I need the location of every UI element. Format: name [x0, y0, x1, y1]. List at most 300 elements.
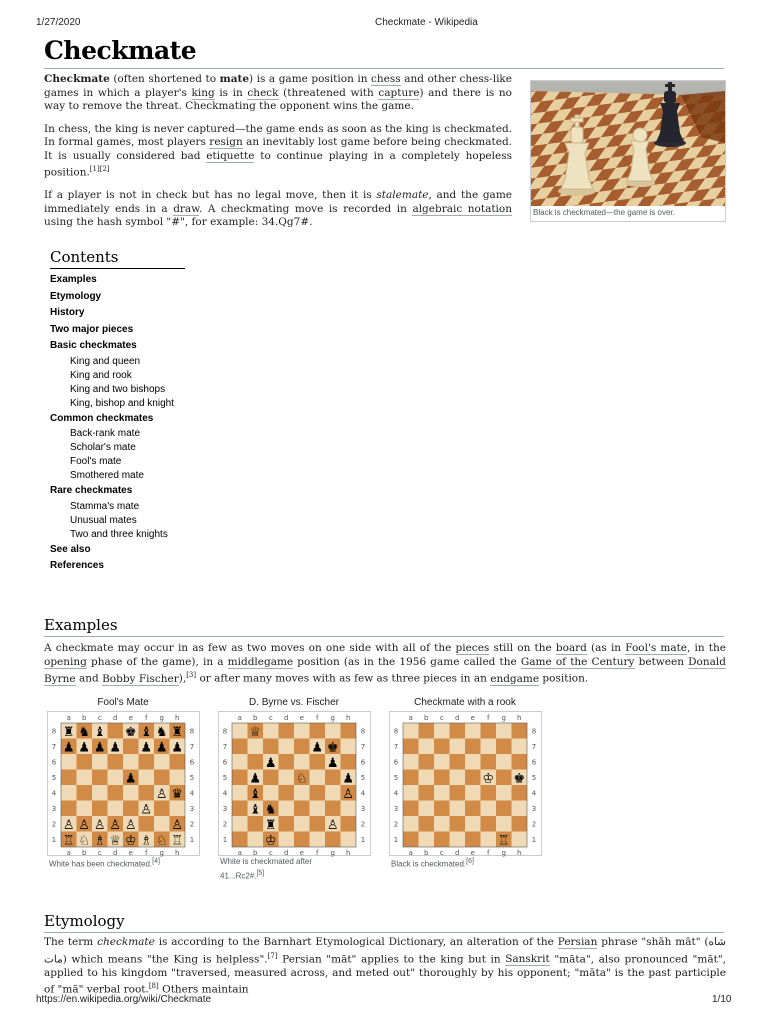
board-square — [419, 832, 435, 848]
toc-item-king-and-two-bishops[interactable]: King and two bishops — [70, 383, 166, 395]
board-square — [232, 770, 248, 786]
board-square — [496, 754, 512, 770]
board-square — [108, 785, 124, 801]
board-square — [481, 801, 497, 817]
file-label: c — [268, 849, 273, 857]
file-label: c — [268, 714, 273, 722]
board-square — [450, 801, 466, 817]
file-label: h — [517, 849, 522, 857]
toc-item-scholar-s-mate[interactable]: Scholar's mate — [70, 442, 136, 453]
rank-label: 6 — [393, 758, 399, 767]
black-pawn-piece: ♟ — [249, 771, 262, 787]
term-bold: Checkmate — [44, 73, 110, 85]
board-square — [496, 739, 512, 755]
toc-item-see-also[interactable]: See also — [50, 543, 91, 555]
toc-item-fool-s-mate[interactable]: Fool's mate — [70, 456, 122, 467]
examples-paragraph — [44, 642, 726, 686]
board-square — [108, 754, 124, 770]
link-etiquette[interactable]: etiquette — [206, 149, 255, 162]
file-label: b — [424, 849, 429, 857]
file-label: e — [299, 849, 304, 857]
chess-diagram-rook-mate[interactable] — [389, 711, 542, 856]
board-square — [310, 723, 326, 739]
board-square — [325, 785, 341, 801]
link-pieces[interactable]: pieces — [455, 642, 490, 654]
board-square — [341, 801, 357, 817]
board-square — [232, 739, 248, 755]
link-persian[interactable]: Persian — [557, 936, 598, 948]
file-label: e — [128, 849, 133, 857]
board-square — [434, 785, 450, 801]
board-square — [232, 832, 248, 848]
infobox-caption: Black is checkmated—the game is over. — [533, 208, 675, 217]
reference-link[interactable]: [3] — [186, 671, 197, 679]
toc-item-etymology[interactable]: Etymology — [50, 290, 102, 302]
reference-link[interactable]: [7] — [267, 951, 278, 960]
rank-label: 7 — [531, 742, 537, 751]
white-pawn-piece: ♙ — [62, 818, 75, 833]
link-algebraic-notation[interactable]: algebraic notation — [412, 202, 512, 215]
link-endgame[interactable]: endgame — [490, 672, 540, 685]
file-label: c — [439, 849, 444, 857]
text: between — [634, 655, 689, 668]
link-sanskrit[interactable]: Sanskrit — [505, 953, 550, 965]
black-pawn-piece: ♟ — [326, 756, 339, 771]
board-square — [61, 754, 77, 770]
rank-label: 7 — [189, 742, 195, 751]
toc-item-unusual-mates[interactable]: Unusual mates — [70, 514, 137, 526]
rank-label: 2 — [531, 820, 537, 829]
file-label: d — [113, 714, 118, 722]
rank-label: 6 — [531, 758, 537, 767]
board-square — [325, 832, 341, 848]
board-square — [154, 816, 170, 832]
board-square — [248, 832, 264, 848]
rank-label: 4 — [531, 789, 537, 798]
board-square — [419, 723, 435, 739]
toc-item-two-major-pieces[interactable]: Two major pieces — [50, 323, 134, 335]
board-square — [310, 785, 326, 801]
board-square — [465, 832, 481, 848]
intro-paragraph-1 — [44, 73, 512, 114]
rank-label: 8 — [222, 727, 228, 736]
table-of-contents — [50, 272, 174, 575]
toc-item-stamma-s-mate[interactable]: Stamma's mate — [70, 500, 140, 512]
board-square — [465, 785, 481, 801]
board-square — [154, 801, 170, 817]
rank-label: 5 — [189, 773, 195, 782]
text: is in — [214, 86, 248, 99]
black-king-piece: ♚ — [513, 771, 526, 787]
black-pawn-piece: ♟ — [124, 771, 137, 787]
file-label: a — [408, 714, 413, 722]
black-knight-piece: ♞ — [155, 725, 168, 740]
toc-item-king-and-queen[interactable]: King and queen — [70, 355, 141, 367]
board-square — [512, 816, 528, 832]
rank-label: 7 — [393, 742, 399, 751]
text: still on the — [489, 642, 556, 654]
board-square — [481, 816, 497, 832]
black-pawn-piece: ♟ — [62, 740, 75, 756]
board-square — [465, 770, 481, 786]
board-square — [512, 739, 528, 755]
board-square — [450, 816, 466, 832]
text: The term — [44, 936, 98, 948]
board-square — [419, 801, 435, 817]
white-bishop-piece: ♗ — [140, 833, 153, 849]
board-square — [139, 770, 155, 786]
toc-item-king-bishop-and-knight[interactable]: King, bishop and knight — [70, 397, 174, 409]
board-square — [77, 785, 93, 801]
file-label: h — [346, 849, 351, 857]
file-label: d — [455, 849, 460, 857]
black-bishop-piece: ♝ — [93, 725, 106, 740]
board-square — [434, 801, 450, 817]
file-label: g — [330, 849, 335, 857]
file-label: f — [487, 849, 490, 857]
link-king[interactable]: king — [191, 86, 215, 99]
board-square — [496, 816, 512, 832]
section-heading-etymology: Etymology — [44, 912, 724, 933]
board-square — [232, 754, 248, 770]
white-pawn-piece: ♙ — [78, 818, 91, 833]
link-opening[interactable]: opening — [44, 655, 87, 668]
toc-item-history[interactable]: History — [50, 307, 85, 318]
board-square — [419, 770, 435, 786]
board-square — [465, 801, 481, 817]
rank-label: 8 — [360, 727, 366, 736]
board-square — [232, 723, 248, 739]
black-rook-piece: ♜ — [171, 725, 184, 740]
board-square — [310, 754, 326, 770]
board-square — [248, 754, 264, 770]
white-knight-piece: ♘ — [295, 771, 308, 787]
board-square — [170, 754, 186, 770]
rank-label: 8 — [531, 727, 537, 736]
board-square — [450, 770, 466, 786]
toc-item-rare-checkmates[interactable]: Rare checkmates — [50, 485, 133, 496]
board-square — [139, 785, 155, 801]
file-label: h — [517, 714, 522, 722]
board-caption — [391, 856, 541, 871]
page-title: Checkmate — [44, 36, 724, 69]
black-pawn-piece: ♟ — [155, 740, 168, 756]
link-draw[interactable]: draw — [173, 202, 199, 215]
board-square — [263, 723, 279, 739]
text: phrase "shāh māt" (شاه مات) which means "the King is helpless". — [44, 936, 726, 965]
toc-item-examples[interactable]: Examples — [50, 274, 97, 285]
board-title-fools-mate: Fool's Mate — [97, 697, 149, 708]
chess-diagram-byrne-fischer[interactable] — [218, 711, 371, 856]
link-game-of-the-century[interactable]: Game of the Century — [520, 655, 635, 668]
white-queen-piece: ♕ — [109, 833, 122, 849]
file-label: g — [159, 714, 164, 722]
rank-label: 5 — [222, 773, 228, 782]
board-square — [481, 754, 497, 770]
text: ) and there is no way to remove the threat. Checkmating the opponent wins the game. — [44, 86, 513, 112]
black-pawn-piece: ♟ — [140, 740, 153, 756]
file-label: d — [455, 714, 460, 722]
toc-item-two-and-three-knights[interactable]: Two and three knights — [70, 528, 168, 540]
text: , and the game immediately ends in a — [44, 189, 512, 215]
file-label: a — [66, 849, 71, 857]
rank-label: 1 — [531, 835, 537, 844]
text: or after many moves with as few as three pieces in an — [196, 672, 491, 685]
board-square — [154, 770, 170, 786]
print-title: Checkmate - Wikipedia — [375, 17, 478, 28]
black-pawn-piece: ♟ — [264, 756, 277, 771]
black-bishop-piece: ♝ — [249, 802, 262, 818]
board-square — [341, 816, 357, 832]
black-pawn-piece: ♟ — [93, 740, 106, 756]
board-square — [279, 739, 295, 755]
file-label: b — [253, 714, 258, 722]
board-square — [279, 785, 295, 801]
toc-item-back-rank-mate[interactable]: Back-rank mate — [70, 428, 141, 439]
board-square — [294, 832, 310, 848]
board-square — [92, 801, 108, 817]
board-title-byrne-fischer: D. Byrne vs. Fischer — [248, 697, 340, 708]
board-square — [481, 739, 497, 755]
white-queen-piece: ♕ — [249, 725, 262, 740]
white-king-piece: ♔ — [124, 833, 137, 849]
board-square — [341, 723, 357, 739]
board-square — [325, 770, 341, 786]
file-label: e — [299, 714, 304, 722]
chess-diagram-fools-mate[interactable] — [47, 711, 200, 856]
board-square — [279, 754, 295, 770]
board-square — [139, 816, 155, 832]
board-square — [465, 754, 481, 770]
link-chess[interactable]: chess — [371, 73, 401, 85]
text: an inevitably lost game before being checkmated. It is usually considered bad — [44, 136, 512, 162]
link-middlegame[interactable]: middlegame — [227, 655, 294, 668]
text: , in the — [687, 642, 726, 654]
text: position (as in the 1956 game called the — [293, 655, 521, 668]
rank-label: 7 — [51, 742, 57, 751]
rank-label: 2 — [360, 820, 366, 829]
board-square — [450, 754, 466, 770]
toc-item-common-checkmates[interactable]: Common checkmates — [50, 412, 154, 424]
board-square — [403, 739, 419, 755]
board-square — [419, 739, 435, 755]
rank-label: 1 — [51, 835, 57, 844]
board-square — [341, 739, 357, 755]
board-square — [481, 785, 497, 801]
chessboard — [390, 712, 541, 855]
board-square — [419, 785, 435, 801]
board-square — [170, 801, 186, 817]
file-label: e — [470, 714, 475, 722]
chessboard — [219, 712, 370, 855]
term-bold: mate — [219, 73, 250, 85]
rank-label: 3 — [531, 804, 537, 813]
board-square — [496, 801, 512, 817]
caption-text: White has been checkmated. — [49, 859, 153, 869]
board-square — [263, 739, 279, 755]
link-donald-byrne[interactable]: Donald Byrne — [44, 655, 726, 685]
board-square — [325, 801, 341, 817]
term-italic: stalemate — [376, 189, 429, 201]
board-square — [61, 785, 77, 801]
white-pawn-piece: ♙ — [342, 787, 355, 802]
board-square — [248, 739, 264, 755]
rank-label: 1 — [189, 835, 195, 844]
link-bobby-fischer[interactable]: Bobby Fischer — [102, 672, 179, 685]
reference-link[interactable]: [1][2] — [89, 165, 110, 173]
rank-label: 1 — [360, 835, 366, 844]
print-page-number: 1/10 — [712, 994, 732, 1005]
reference-link[interactable]: [5] — [256, 870, 265, 877]
rank-label: 2 — [222, 820, 228, 829]
black-king-piece: ♚ — [326, 740, 339, 756]
board-square — [92, 785, 108, 801]
board-square — [403, 785, 419, 801]
file-label: c — [97, 714, 102, 722]
rank-label: 7 — [360, 742, 366, 751]
board-square — [279, 801, 295, 817]
text: ) is a game position in — [249, 73, 372, 85]
text: to continue playing in a completely hopeless position. — [44, 149, 512, 179]
file-label: h — [175, 714, 180, 722]
file-label: g — [501, 849, 506, 857]
black-pawn-piece: ♟ — [342, 771, 355, 787]
white-pawn-piece: ♙ — [109, 818, 122, 833]
infobox-image[interactable] — [530, 80, 726, 222]
link-resign[interactable]: resign — [209, 136, 243, 148]
board-square — [123, 801, 139, 817]
text: and — [75, 672, 103, 685]
board-caption — [49, 856, 199, 871]
chess-photo-illustration — [531, 81, 725, 206]
board-square — [263, 770, 279, 786]
board-square — [481, 832, 497, 848]
board-square — [279, 816, 295, 832]
print-url: https://en.wikipedia.org/wiki/Checkmate — [36, 994, 212, 1005]
black-pawn-piece: ♟ — [109, 740, 122, 756]
link-capture[interactable]: capture — [378, 86, 420, 99]
file-label: d — [284, 714, 289, 722]
white-rook-piece: ♖ — [497, 833, 510, 849]
board-square — [248, 816, 264, 832]
file-label: e — [470, 849, 475, 857]
black-knight-piece: ♞ — [78, 725, 91, 740]
rank-label: 4 — [51, 789, 57, 798]
board-square — [123, 739, 139, 755]
board-square — [496, 770, 512, 786]
black-bishop-piece: ♝ — [140, 725, 153, 740]
text: In chess, the king is never captured—the game ends as soon as the king is checkmated. In formal games, most players — [44, 122, 513, 148]
black-bishop-piece: ♝ — [249, 787, 262, 802]
text: using the hash symbol "#", for example: 34.Qg7#. — [44, 216, 313, 228]
white-pawn-piece: ♙ — [124, 818, 137, 833]
board-square — [232, 801, 248, 817]
rank-label: 1 — [222, 835, 228, 844]
board-square — [450, 739, 466, 755]
file-label: e — [128, 714, 133, 722]
file-label: a — [237, 849, 242, 857]
text: (often shortened to — [109, 73, 220, 85]
file-label: h — [175, 849, 180, 857]
board-caption — [220, 856, 320, 883]
board-square — [434, 754, 450, 770]
board-square — [403, 754, 419, 770]
board-square — [77, 754, 93, 770]
link-board[interactable]: board — [555, 642, 587, 654]
board-square — [481, 723, 497, 739]
rank-label: 4 — [222, 789, 228, 798]
text: is according to the Barnhart Etymological Dictionary, an alteration of the — [154, 936, 558, 948]
white-pawn-piece: ♙ — [140, 802, 153, 818]
toc-item-basic-checkmates[interactable]: Basic checkmates — [50, 340, 137, 351]
board-square — [77, 801, 93, 817]
caption-text: White is checkmated after 41...Rc2#. — [220, 857, 313, 881]
white-rook-piece: ♖ — [171, 833, 184, 849]
toc-item-king-and-rook[interactable]: King and rook — [70, 369, 132, 381]
text: Others maintain — [158, 983, 249, 996]
board-square — [325, 723, 341, 739]
black-rook-piece: ♜ — [264, 818, 277, 833]
text: and other chess-like games in which a player's — [44, 73, 513, 99]
board-square — [450, 723, 466, 739]
board-square — [108, 723, 124, 739]
rank-label: 5 — [360, 773, 366, 782]
board-square — [403, 816, 419, 832]
rank-label: 5 — [51, 773, 57, 782]
intro-paragraph-3 — [44, 189, 512, 230]
black-knight-piece: ♞ — [264, 802, 277, 818]
black-queen-piece: ♛ — [171, 787, 184, 802]
intro-paragraph-2 — [44, 123, 512, 181]
rank-label: 2 — [51, 820, 57, 829]
reference-link[interactable]: [4] — [152, 858, 160, 865]
board-square — [496, 785, 512, 801]
board-square — [279, 723, 295, 739]
link-fools-mate[interactable]: Fool's mate — [625, 642, 688, 654]
link-check[interactable]: check — [247, 86, 279, 99]
board-square — [154, 754, 170, 770]
board-square — [294, 801, 310, 817]
rank-label: 3 — [393, 804, 399, 813]
board-square — [434, 832, 450, 848]
rank-label: 6 — [360, 758, 366, 767]
board-square — [61, 770, 77, 786]
reference-link[interactable]: [8] — [148, 982, 159, 990]
board-square — [403, 723, 419, 739]
text: If a player is not in check but has no legal move, then it is — [44, 189, 377, 201]
board-title-rook-mate: Checkmate with a rook — [414, 697, 516, 708]
toc-item-smothered-mate[interactable]: Smothered mate — [70, 470, 144, 481]
board-square — [450, 785, 466, 801]
rank-label: 3 — [360, 804, 366, 813]
rank-label: 7 — [222, 742, 228, 751]
reference-link[interactable]: [6] — [466, 858, 474, 865]
rank-label: 6 — [189, 758, 195, 767]
board-square — [232, 816, 248, 832]
toc-item-references[interactable]: References — [50, 560, 104, 571]
file-label: g — [330, 714, 335, 722]
text: position. — [539, 672, 589, 685]
board-square — [512, 801, 528, 817]
board-square — [419, 754, 435, 770]
board-square — [77, 770, 93, 786]
rank-label: 8 — [189, 727, 195, 736]
board-square — [310, 801, 326, 817]
board-square — [294, 785, 310, 801]
file-label: b — [82, 714, 87, 722]
board-square — [92, 754, 108, 770]
board-square — [310, 770, 326, 786]
